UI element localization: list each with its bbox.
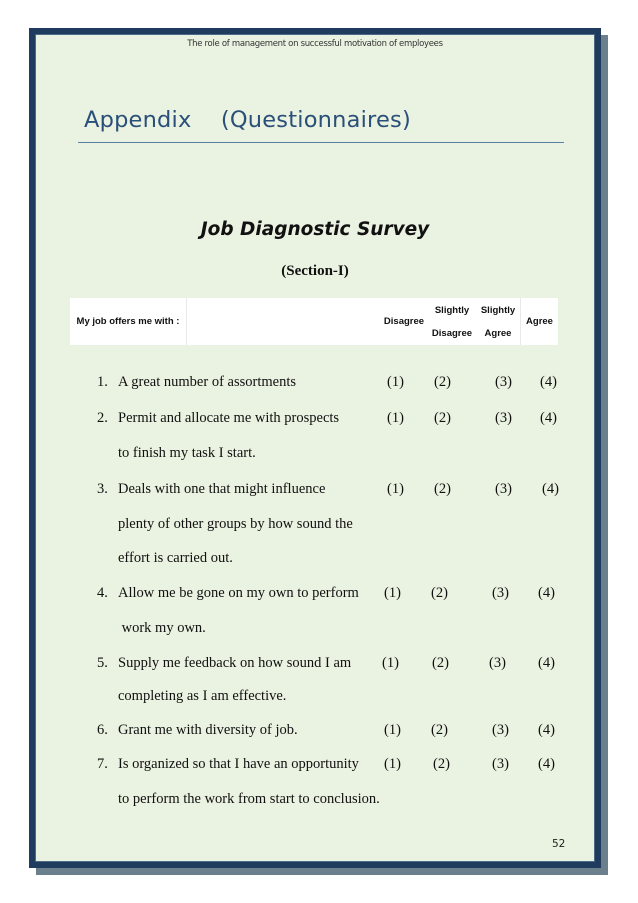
question-text: to perform the work from start to conclusion. <box>118 791 380 807</box>
option-4: (4) <box>538 722 555 738</box>
question-text: Permit and allocate me with prospects <box>118 410 340 426</box>
option-3: (3) <box>492 756 509 772</box>
option-1: (1) <box>384 722 401 738</box>
scale-header-table <box>70 298 558 345</box>
question-text: Grant me with diversity of job. <box>118 722 298 738</box>
question-number: 1. <box>97 374 108 390</box>
question-number: 6. <box>97 722 108 738</box>
option-3: (3) <box>489 655 506 671</box>
option-4: (4) <box>538 756 555 772</box>
question-number: 4. <box>97 585 108 601</box>
question-text: Allow me be gone on my own to perform <box>118 585 359 601</box>
option-2: (2) <box>434 481 451 497</box>
question-text: effort is carried out. <box>118 550 233 566</box>
question-text: Supply me feedback on how sound I am <box>118 655 352 671</box>
running-header: The role of management on successful motivation of employees <box>187 39 443 49</box>
document-page <box>35 34 595 862</box>
question-text: Is organized so that I have an opportunity <box>118 756 359 772</box>
question-text: work my own. <box>118 620 206 636</box>
option-2: (2) <box>431 722 448 738</box>
survey-title: Job Diagnostic Survey <box>200 219 430 240</box>
option-2: (2) <box>432 655 449 671</box>
question-number: 5. <box>97 655 108 671</box>
question-text: A great number of assortments <box>118 374 296 390</box>
option-1: (1) <box>384 756 401 772</box>
option-1: (1) <box>387 481 404 497</box>
scale-prompt: My job offers me with : <box>76 316 180 327</box>
question-number: 2. <box>97 410 108 426</box>
question-number: 3. <box>97 481 108 497</box>
option-4: (4) <box>542 481 559 497</box>
option-4: (4) <box>538 655 555 671</box>
table-divider <box>186 298 187 345</box>
heading-rule <box>78 142 564 143</box>
option-4: (4) <box>540 374 557 390</box>
option-1: (1) <box>384 585 401 601</box>
option-2: (2) <box>434 410 451 426</box>
question-text: completing as I am effective. <box>118 688 287 704</box>
option-1: (1) <box>387 374 404 390</box>
question-text: to finish my task I start. <box>118 445 256 461</box>
option-3: (3) <box>495 481 512 497</box>
option-1: (1) <box>382 655 399 671</box>
appendix-heading: Appendix (Questionnaires) <box>84 107 411 133</box>
option-3: (3) <box>492 722 509 738</box>
question-text: plenty of other groups by how sound the <box>118 516 353 532</box>
section-title: (Section-I) <box>281 263 349 279</box>
option-2: (2) <box>433 756 450 772</box>
scale-slightly-agree: Slightly Agree <box>480 305 516 339</box>
option-4: (4) <box>540 410 557 426</box>
option-2: (2) <box>431 585 448 601</box>
option-3: (3) <box>492 585 509 601</box>
scale-agree: Agree <box>526 316 553 327</box>
page-number: 52 <box>552 838 566 850</box>
option-2: (2) <box>434 374 451 390</box>
option-4: (4) <box>538 585 555 601</box>
option-3: (3) <box>495 410 512 426</box>
option-3: (3) <box>495 374 512 390</box>
scale-disagree: Disagree <box>383 316 425 327</box>
scale-slightly-disagree: Slightly Disagree <box>431 305 473 339</box>
question-number: 7. <box>97 756 108 772</box>
option-1: (1) <box>387 410 404 426</box>
question-text: Deals with one that might influence <box>118 481 326 497</box>
